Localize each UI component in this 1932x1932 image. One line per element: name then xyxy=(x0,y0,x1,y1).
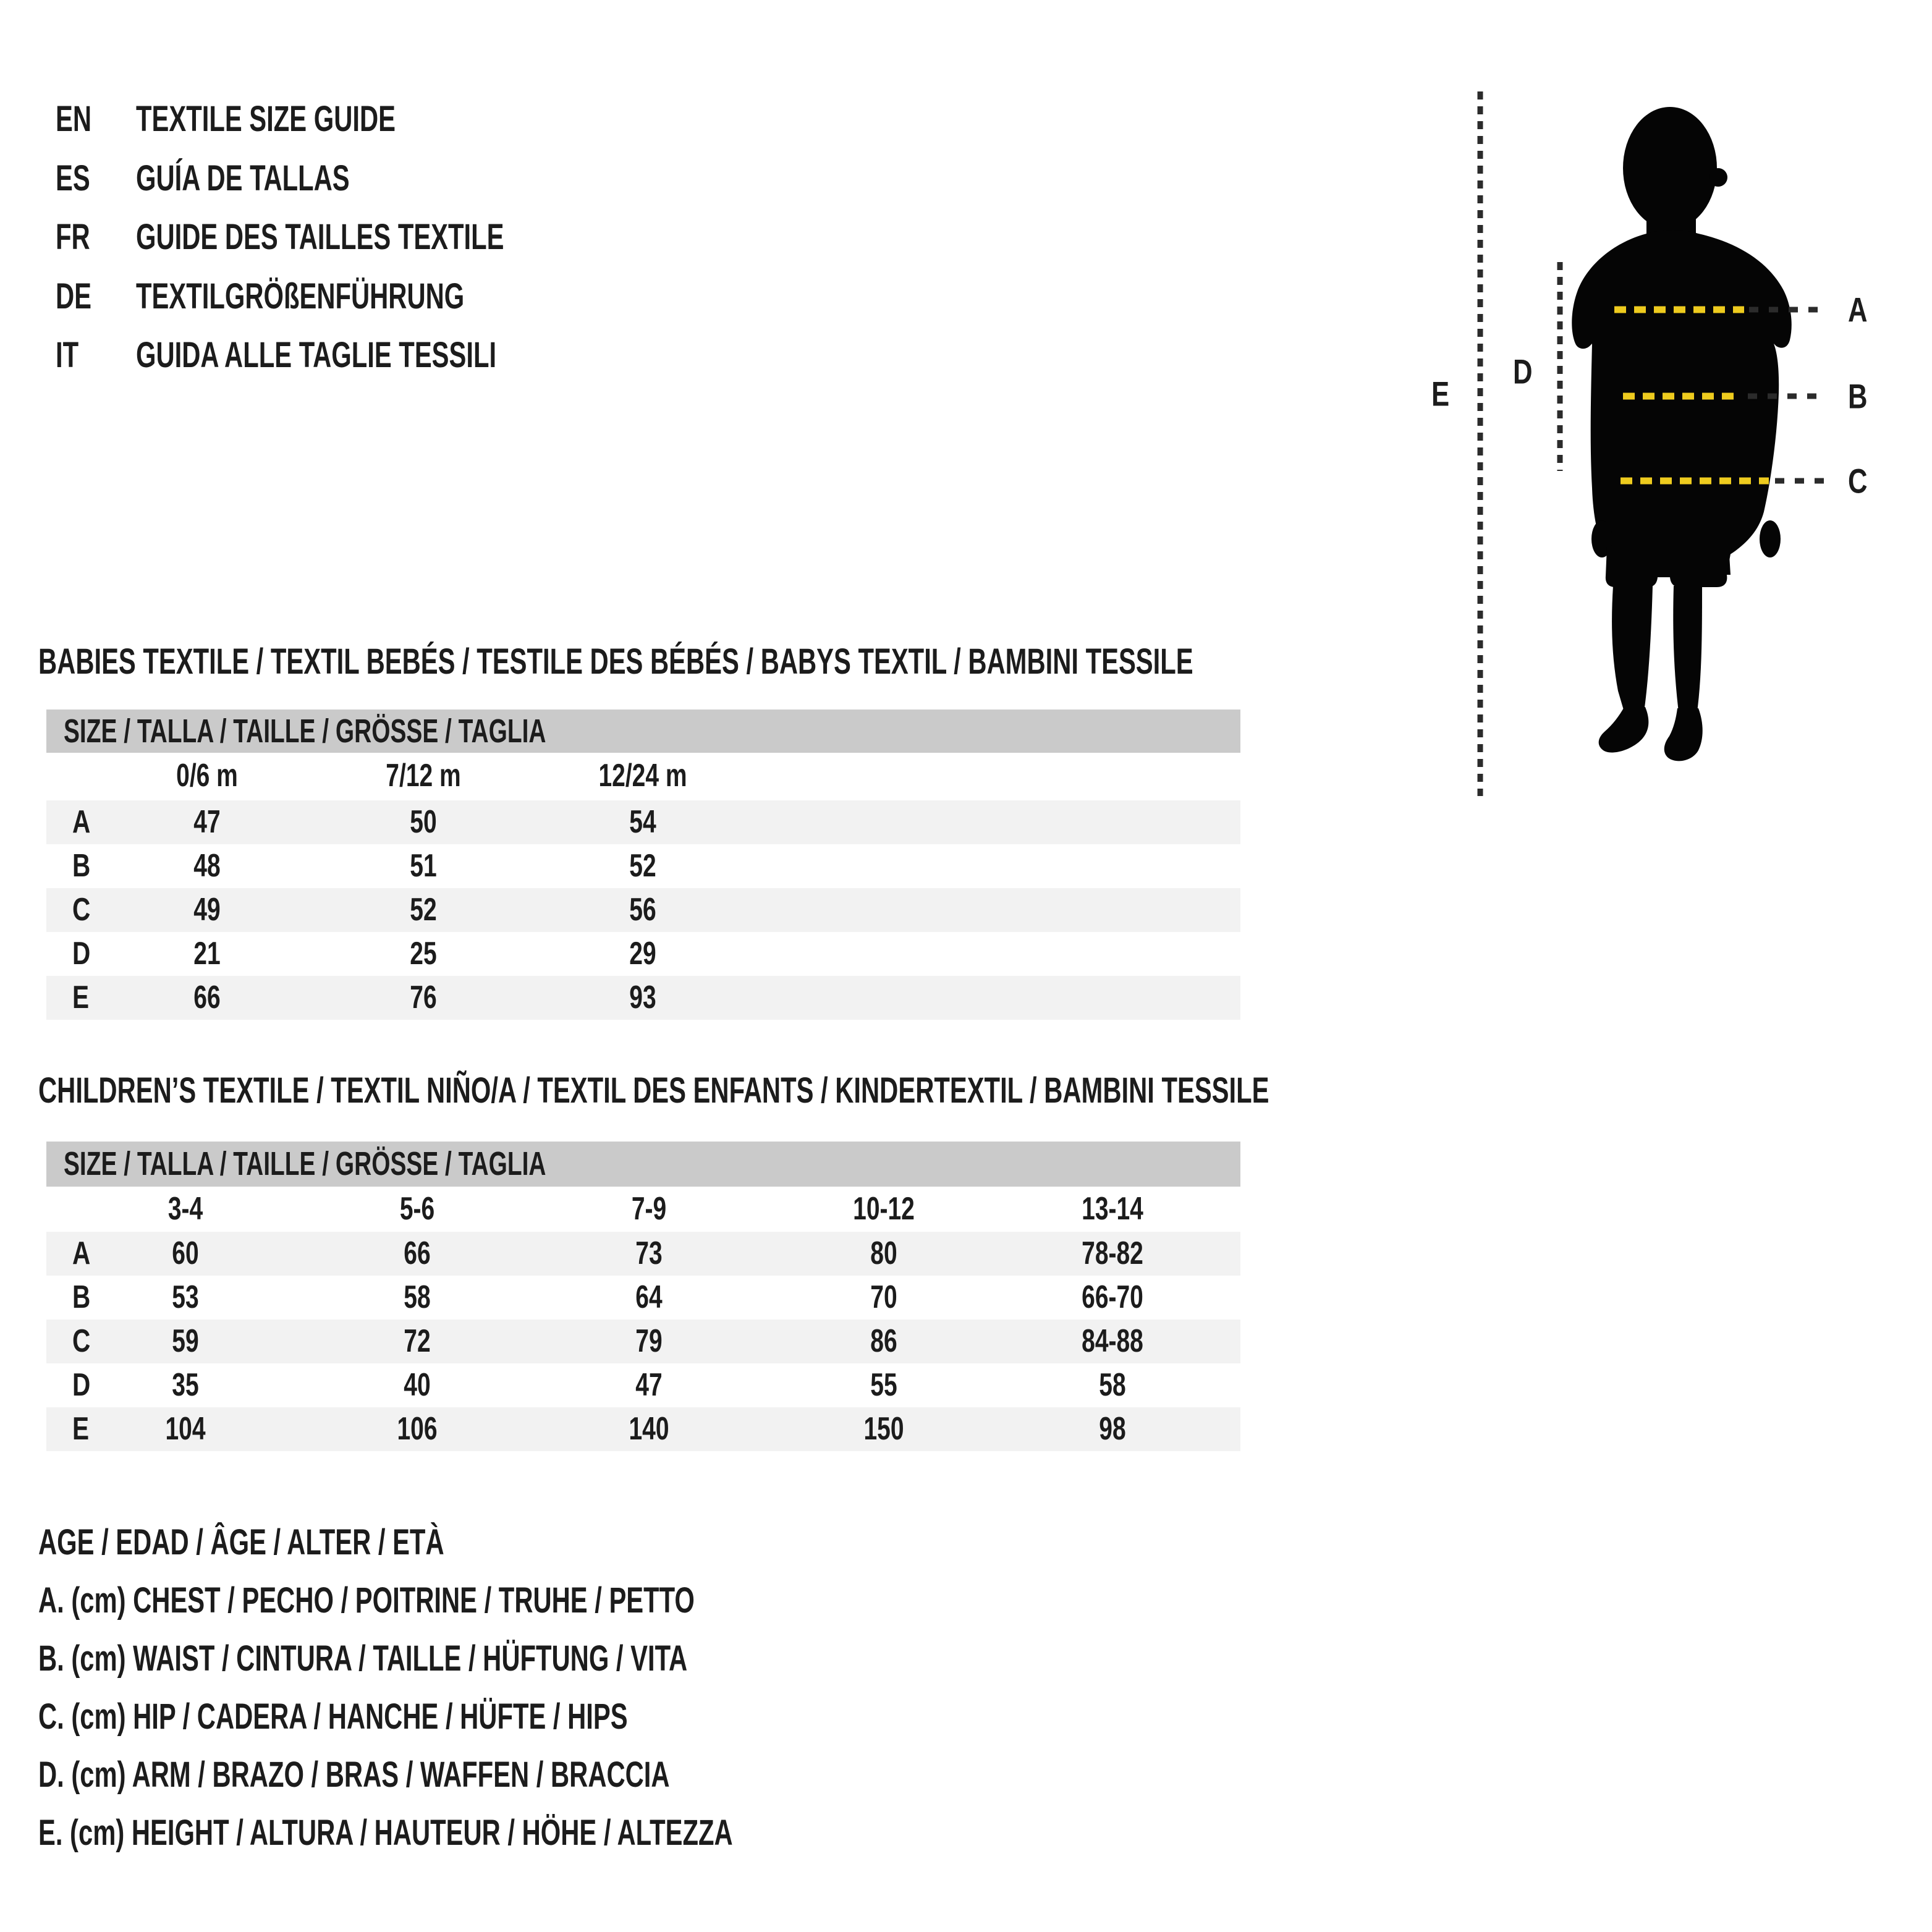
babies-col-header: 12/24 m xyxy=(598,758,687,794)
child-silhouette-figure xyxy=(1409,87,1932,810)
table-cell: 21 xyxy=(193,936,221,972)
table-cell: 55 xyxy=(870,1367,897,1403)
lang-title-it: GUIDA ALLE TAGLIE TESSILI xyxy=(136,335,497,375)
table-cell: 64 xyxy=(635,1279,663,1315)
row-label: E xyxy=(72,1411,90,1447)
table-cell: 79 xyxy=(635,1323,663,1359)
table-cell: 47 xyxy=(635,1367,663,1403)
table-cell: 70 xyxy=(870,1279,897,1315)
table-cell: 76 xyxy=(410,980,437,1015)
children-col-header: 13-14 xyxy=(1082,1191,1143,1227)
table-cell: 58 xyxy=(1099,1367,1126,1403)
children-size-header-text: SIZE / TALLA / TAILLE / GRÖSSE / TAGLIA xyxy=(64,1145,546,1182)
table-cell: 93 xyxy=(629,980,656,1015)
figure-label-d: D xyxy=(1513,352,1533,391)
legend-arm: D. (cm) ARM / BRAZO / BRAS / WAFFEN / BRACCIA xyxy=(38,1755,670,1795)
babies-section-title: BABIES TEXTILE / TEXTIL BEBÉS / TESTILE DES BÉBÉS / BABYS TEXTIL / BAMBINI TESSILE xyxy=(38,642,1193,682)
children-col-header: 3-4 xyxy=(167,1191,203,1227)
table-cell: 52 xyxy=(629,848,656,884)
babies-size-header-text: SIZE / TALLA / TAILLE / GRÖSSE / TAGLIA xyxy=(64,713,546,750)
figure-label-e: E xyxy=(1431,374,1450,413)
table-cell: 66-70 xyxy=(1082,1279,1143,1315)
legend-age: AGE / EDAD / ÂGE / ALTER / ETÀ xyxy=(38,1522,444,1562)
figure-label-b: B xyxy=(1848,376,1868,416)
legend-waist: B. (cm) WAIST / CINTURA / TAILLE / HÜFTUNG / VITA xyxy=(38,1638,688,1679)
table-cell: 58 xyxy=(404,1279,431,1315)
row-label: D xyxy=(72,1367,91,1403)
table-cell: 84-88 xyxy=(1082,1323,1143,1359)
table-cell: 48 xyxy=(193,848,221,884)
babies-size-header-band xyxy=(46,710,1240,753)
table-cell: 72 xyxy=(404,1323,431,1359)
table-cell: 49 xyxy=(193,892,221,928)
table-cell: 86 xyxy=(870,1323,897,1359)
children-row-e xyxy=(46,1407,1240,1451)
lang-title-es: GUÍA DE TALLAS xyxy=(136,158,350,198)
table-cell: 140 xyxy=(629,1411,669,1447)
legend-hip: C. (cm) HIP / CADERA / HANCHE / HÜFTE / HIPS xyxy=(38,1697,628,1737)
table-cell: 80 xyxy=(870,1235,897,1271)
lang-code-fr: FR xyxy=(56,217,90,257)
babies-col-header: 7/12 m xyxy=(386,758,461,794)
table-cell: 98 xyxy=(1099,1411,1126,1447)
lang-code-it: IT xyxy=(56,335,79,375)
table-cell: 52 xyxy=(410,892,437,928)
table-cell: 150 xyxy=(863,1411,904,1447)
table-cell: 56 xyxy=(629,892,656,928)
children-row-b xyxy=(46,1276,1240,1320)
children-col-header: 7-9 xyxy=(631,1191,667,1227)
table-cell: 51 xyxy=(410,848,437,884)
babies-row-b xyxy=(46,844,1240,888)
figure-label-c: C xyxy=(1848,461,1868,501)
legend-chest: A. (cm) CHEST / PECHO / POITRINE / TRUHE / PETTO xyxy=(38,1580,695,1621)
children-section-title: CHILDREN’S TEXTILE / TEXTIL NIÑO/A / TEXTIL DES ENFANTS / KINDERTEXTIL / BAMBINI TESSILE xyxy=(38,1070,1269,1111)
babies-row-c xyxy=(46,888,1240,932)
babies-row-a xyxy=(46,800,1240,844)
table-cell: 104 xyxy=(165,1411,206,1447)
table-cell: 73 xyxy=(635,1235,663,1271)
row-label: E xyxy=(72,980,90,1015)
table-cell: 54 xyxy=(629,804,656,840)
row-label: B xyxy=(72,848,91,884)
row-label: C xyxy=(72,892,91,928)
table-cell: 66 xyxy=(404,1235,431,1271)
legend-height: E. (cm) HEIGHT / ALTURA / HAUTEUR / HÖHE / ALTEZZA xyxy=(38,1813,733,1853)
babies-column-header-row xyxy=(46,753,1240,799)
children-col-header: 5-6 xyxy=(399,1191,435,1227)
children-row-c xyxy=(46,1320,1240,1363)
lang-code-es: ES xyxy=(56,158,90,198)
babies-row-e xyxy=(46,976,1240,1020)
lang-title-en: TEXTILE SIZE GUIDE xyxy=(136,99,396,139)
children-column-header-row xyxy=(46,1187,1240,1232)
table-cell: 60 xyxy=(172,1235,199,1271)
table-cell: 78-82 xyxy=(1082,1235,1143,1271)
row-label: D xyxy=(72,936,91,972)
table-cell: 59 xyxy=(172,1323,199,1359)
table-cell: 53 xyxy=(172,1279,199,1315)
table-cell: 66 xyxy=(193,980,221,1015)
children-size-header-band xyxy=(46,1142,1240,1187)
lang-title-de: TEXTILGRÖßENFÜHRUNG xyxy=(136,276,465,316)
row-label: A xyxy=(72,1235,91,1271)
lang-code-de: DE xyxy=(56,276,92,316)
children-row-a xyxy=(46,1232,1240,1276)
lang-title-fr: GUIDE DES TAILLES TEXTILE xyxy=(136,217,504,257)
row-label: B xyxy=(72,1279,91,1315)
table-cell: 50 xyxy=(410,804,437,840)
table-cell: 106 xyxy=(397,1411,438,1447)
table-cell: 25 xyxy=(410,936,437,972)
babies-row-d xyxy=(46,932,1240,976)
row-label: C xyxy=(72,1323,91,1359)
figure-label-a: A xyxy=(1848,290,1868,329)
row-label: A xyxy=(72,804,91,840)
children-row-d xyxy=(46,1363,1240,1407)
table-cell: 47 xyxy=(193,804,221,840)
babies-col-header: 0/6 m xyxy=(176,758,238,794)
children-col-header: 10-12 xyxy=(853,1191,915,1227)
table-cell: 29 xyxy=(629,936,656,972)
lang-code-en: EN xyxy=(56,99,92,139)
table-cell: 40 xyxy=(404,1367,431,1403)
table-cell: 35 xyxy=(172,1367,199,1403)
